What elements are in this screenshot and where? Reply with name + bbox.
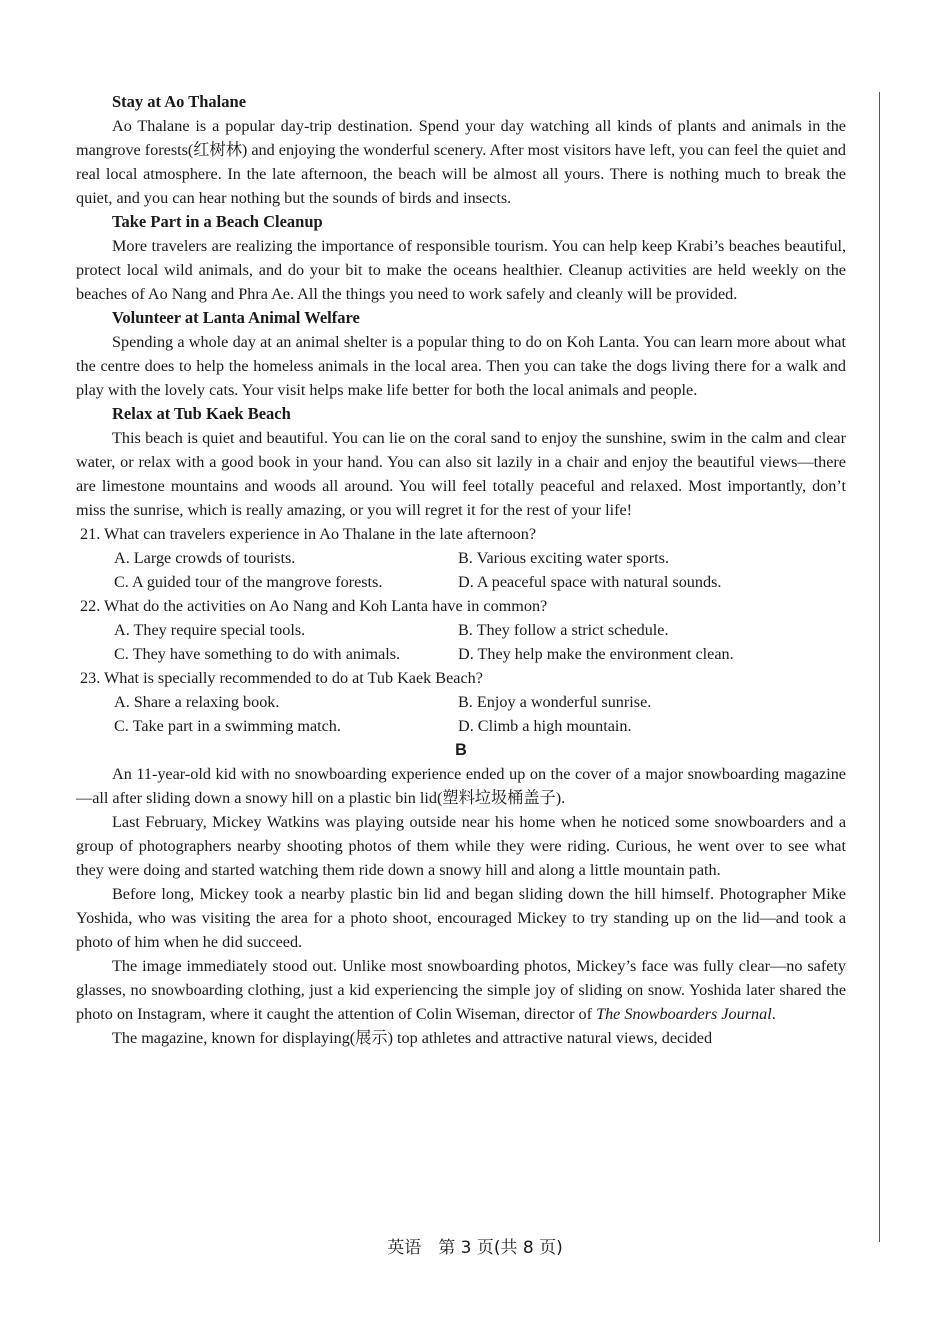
- section-heading: Volunteer at Lanta Animal Welfare: [112, 308, 360, 327]
- section-b-letter: B: [455, 741, 467, 759]
- section-text: More travelers are realizing the importance of responsible tourism. You can help keep Krabi’s beaches beautiful, protect local wild animals, and do your bit to make the oceans healthier. Cleanup activities are held weekly on the beaches of Ao Nang and Phra Ae. All the things you need to work safely and cleanly will be provided.: [76, 237, 846, 303]
- option: D. A peaceful space with natural sounds.: [458, 573, 722, 591]
- passage-paragraph: An 11-year-old kid with no snowboarding experience ended up on the cover of a major snowboarding magazine—all after sliding down a snowy hill on a plastic bin lid(塑料垃圾桶盖子).: [76, 765, 846, 807]
- section-heading: Stay at Ao Thalane: [112, 92, 247, 111]
- margin-rule: [879, 92, 880, 1242]
- question-stem: 22. What do the activities on Ao Nang and Koh Lanta have in common?: [80, 597, 548, 615]
- section-text: This beach is quiet and beautiful. You can lie on the coral sand to enjoy the sunshine, swim in the calm and clear water, or relax with a good book in your hand. You can also sit lazily in a chair and enjoy the beautiful views—there are limestone mountains and woods all around. You will feel totally peaceful and relaxed. Most importantly, don’t miss the sunrise, which is really amazing, or you will regret it for the rest of your life!: [76, 429, 846, 519]
- passage-text: The image immediately stood out. Unlike most snowboarding photos, Mickey’s face was fully clear—no safety glasses, no snowboarding clothing, just a kid experiencing the simple joy of sliding on snow. Yoshida later shared the photo on Instagram, where it caught the attention of Colin Wiseman, director of: [76, 957, 846, 1023]
- passage-paragraph: Before long, Mickey took a nearby plastic bin lid and began sliding down the hill himself. Photographer Mike Yoshida, who was visiting the area for a photo shoot, encouraged Mickey to try standing up on the lid—and took a photo of him when he did succeed.: [76, 885, 846, 951]
- question-stem: 21. What can travelers experience in Ao Thalane in the late afternoon?: [80, 525, 537, 543]
- passage-paragraph: The magazine, known for displaying(展示) top athletes and attractive natural views, decided: [112, 1029, 713, 1047]
- journal-title: The Snowboarders Journal: [596, 1005, 772, 1023]
- option: C. Take part in a swimming match.: [114, 717, 341, 735]
- question-options: [76, 546, 846, 594]
- option: C. A guided tour of the mangrove forests.: [114, 573, 383, 591]
- page-content: [76, 90, 846, 1050]
- option: A. Share a relaxing book.: [114, 693, 280, 711]
- option: D. Climb a high mountain.: [458, 717, 632, 735]
- question-stem: 23. What is specially recommended to do at Tub Kaek Beach?: [80, 669, 483, 687]
- passage-paragraph: Last February, Mickey Watkins was playing outside near his home when he noticed some snowboarders and a group of photographers nearby shooting photos of them while they were riding. Curious, he went over to see what they were doing and started watching them ride down a snowy hill and along a little mountain path.: [76, 813, 846, 879]
- question-options: [76, 618, 846, 666]
- section-text: Ao Thalane is a popular day-trip destination. Spend your day watching all kinds of plants and animals in the mangrove forests(红树林) and enjoying the wonderful scenery. After most visitors have left, you can feel the quiet and real local atmosphere. In the late afternoon, the beach will be almost all yours. There is nothing much to break the quiet, and you can hear nothing but the sounds of birds and insects.: [76, 117, 846, 207]
- option: D. They help make the environment clean.: [458, 645, 734, 663]
- section-text: Spending a whole day at an animal shelter is a popular thing to do on Koh Lanta. You can learn more about what the centre does to help the homeless animals in the local area. Then you can take the dogs living there for a walk and play with the lovely cats. Your visit helps make life better for both the local animals and people.: [76, 333, 846, 399]
- section-heading: Take Part in a Beach Cleanup: [112, 212, 323, 231]
- option: B. Enjoy a wonderful sunrise.: [458, 693, 652, 711]
- option: B. Various exciting water sports.: [458, 549, 670, 567]
- section-heading: Relax at Tub Kaek Beach: [112, 404, 291, 423]
- option: A. Large crowds of tourists.: [114, 549, 296, 567]
- option: A. They require special tools.: [114, 621, 306, 639]
- passage-paragraph: [76, 954, 846, 1026]
- punctuation: .: [771, 1005, 776, 1023]
- question-options: [76, 690, 846, 738]
- page-footer: 英语 第 3 页(共 8 页): [387, 1238, 563, 1258]
- option: C. They have something to do with animals.: [114, 645, 401, 663]
- option: B. They follow a strict schedule.: [458, 621, 669, 639]
